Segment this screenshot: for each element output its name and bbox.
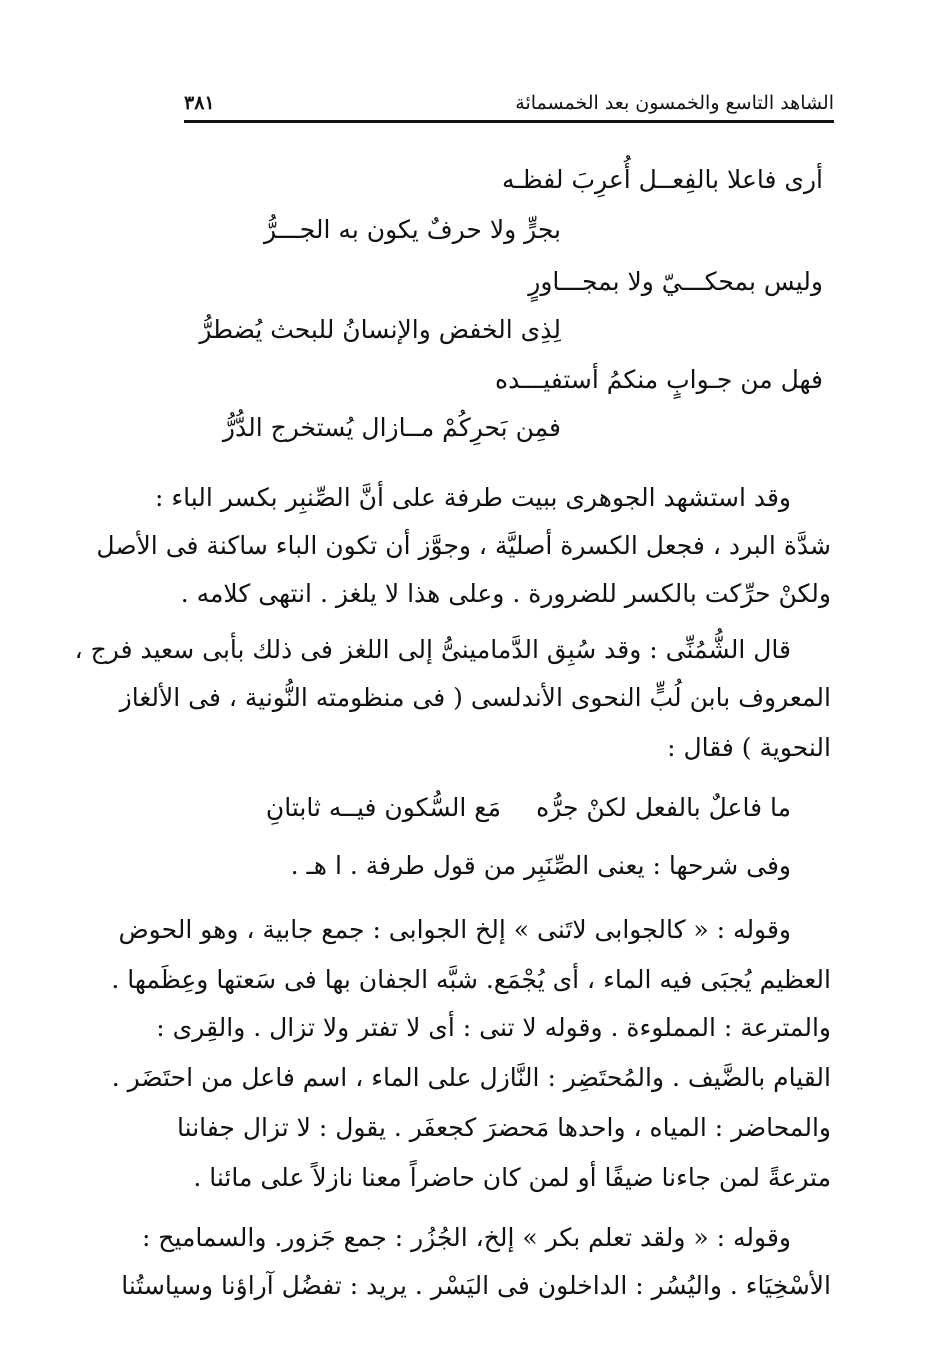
poem-line-3a: فهل من جـوابٍ منكمُ أستفيـــده xyxy=(495,365,823,394)
header-rule xyxy=(184,120,834,123)
para4-line-2: العظيم يُجبَى فيه الماء ، أى يُجْمَع. شبَّه الجفان بها فى سَعتها وعِظَمها . xyxy=(111,965,831,994)
poem-line-3b: فمِن بَحرِكُمْ مــازال يُستخرج الدُّرُّ xyxy=(222,413,561,442)
para1-line-2: شدَّة البرد ، فجعل الكسرة أصليَّة ، وجوَّز أن تكون الباء ساكنة فى الأصل xyxy=(96,531,831,560)
para2-line-2: المعروف بابن لُبٍّ النحوى الأندلسى ( فى منظومته النُّونية ، فى الألغاز xyxy=(119,683,831,712)
para3-line: وفى شرحها : يعنى الصِّنَبِر من قول طرفة . ا هـ . xyxy=(290,851,791,880)
verse2-half-b: مَع السُّكون فيــه ثابتانِ xyxy=(265,793,501,822)
page-number: ٣٨١ xyxy=(184,92,215,114)
para4-line-3: والمترعة : المملوءة . وقوله لا تنى : أى لا تفتر ولا تزال . والقِرى : xyxy=(156,1013,831,1042)
para1-line-3: ولكنْ حرِّكت بالكسر للضرورة . وعلى هذا لا يلغز . انتهى كلامه . xyxy=(180,579,831,608)
para2-line-1: قال الشُّمُنِّى : وقد سُبِق الدَّمامينىُّ إلى اللغز فى ذلك بأبى سعيد فرج ، xyxy=(74,635,791,664)
para4-line-1: وقوله : « كالجوابى لاتَنى » إلخ الجوابى : جمع جابية ، وهو الحوض xyxy=(118,915,791,944)
poem-line-2a: وليس بمحكـــيّ ولا بمجـــاورٍ xyxy=(528,267,823,296)
poem-line-2b: لِذِى الخفض والإنسانُ للبحث يُضطرُّ xyxy=(199,315,561,344)
running-header xyxy=(184,86,834,120)
header-title: الشاهد التاسع والخمسون بعد الخمسمائة xyxy=(515,92,834,114)
para5-line-1: وقوله : « ولقد تعلم بكر » إلخ، الجُزُر : جمع جَزور. والسماميح : xyxy=(141,1223,791,1252)
poem-line-1a: أرى فاعلا بالفِعــل أُعرِبَ لفظـه xyxy=(502,165,823,194)
para1-line-1: وقد استشهد الجوهرى ببيت طرفة على أنَّ الصِّنبِر بكسر الباء : xyxy=(154,483,791,512)
para4-line-6: مترعةً لمن جاءنا ضيفًا أو لمن كان حاضراً معنا نازلاً على مائنا . xyxy=(193,1163,831,1192)
para4-line-4: القيام بالضَّيف . والمُحتَضِر : النَّازل على الماء ، اسم فاعل من احتَضَر . xyxy=(111,1063,831,1092)
para2-line-3: النحوية ) فقال : xyxy=(667,733,831,762)
para4-line-5: والمحاضر : المياه ، واحدها مَحضرَ كجعفَر . يقول : لا تزال جفاننا xyxy=(177,1113,831,1142)
verse2-half-a: ما فاعلٌ بالفعل لكنْ جرُّه xyxy=(536,793,791,822)
poem-line-1b: بجرٍّ ولا حرفٌ يكون به الجـــرُّ xyxy=(264,215,561,244)
para5-line-2: الأسْخِيَاء . واليُسُر : الداخلون فى اليَسْر . يريد : تفضُل آراؤنا وسياستُنا xyxy=(121,1271,831,1300)
